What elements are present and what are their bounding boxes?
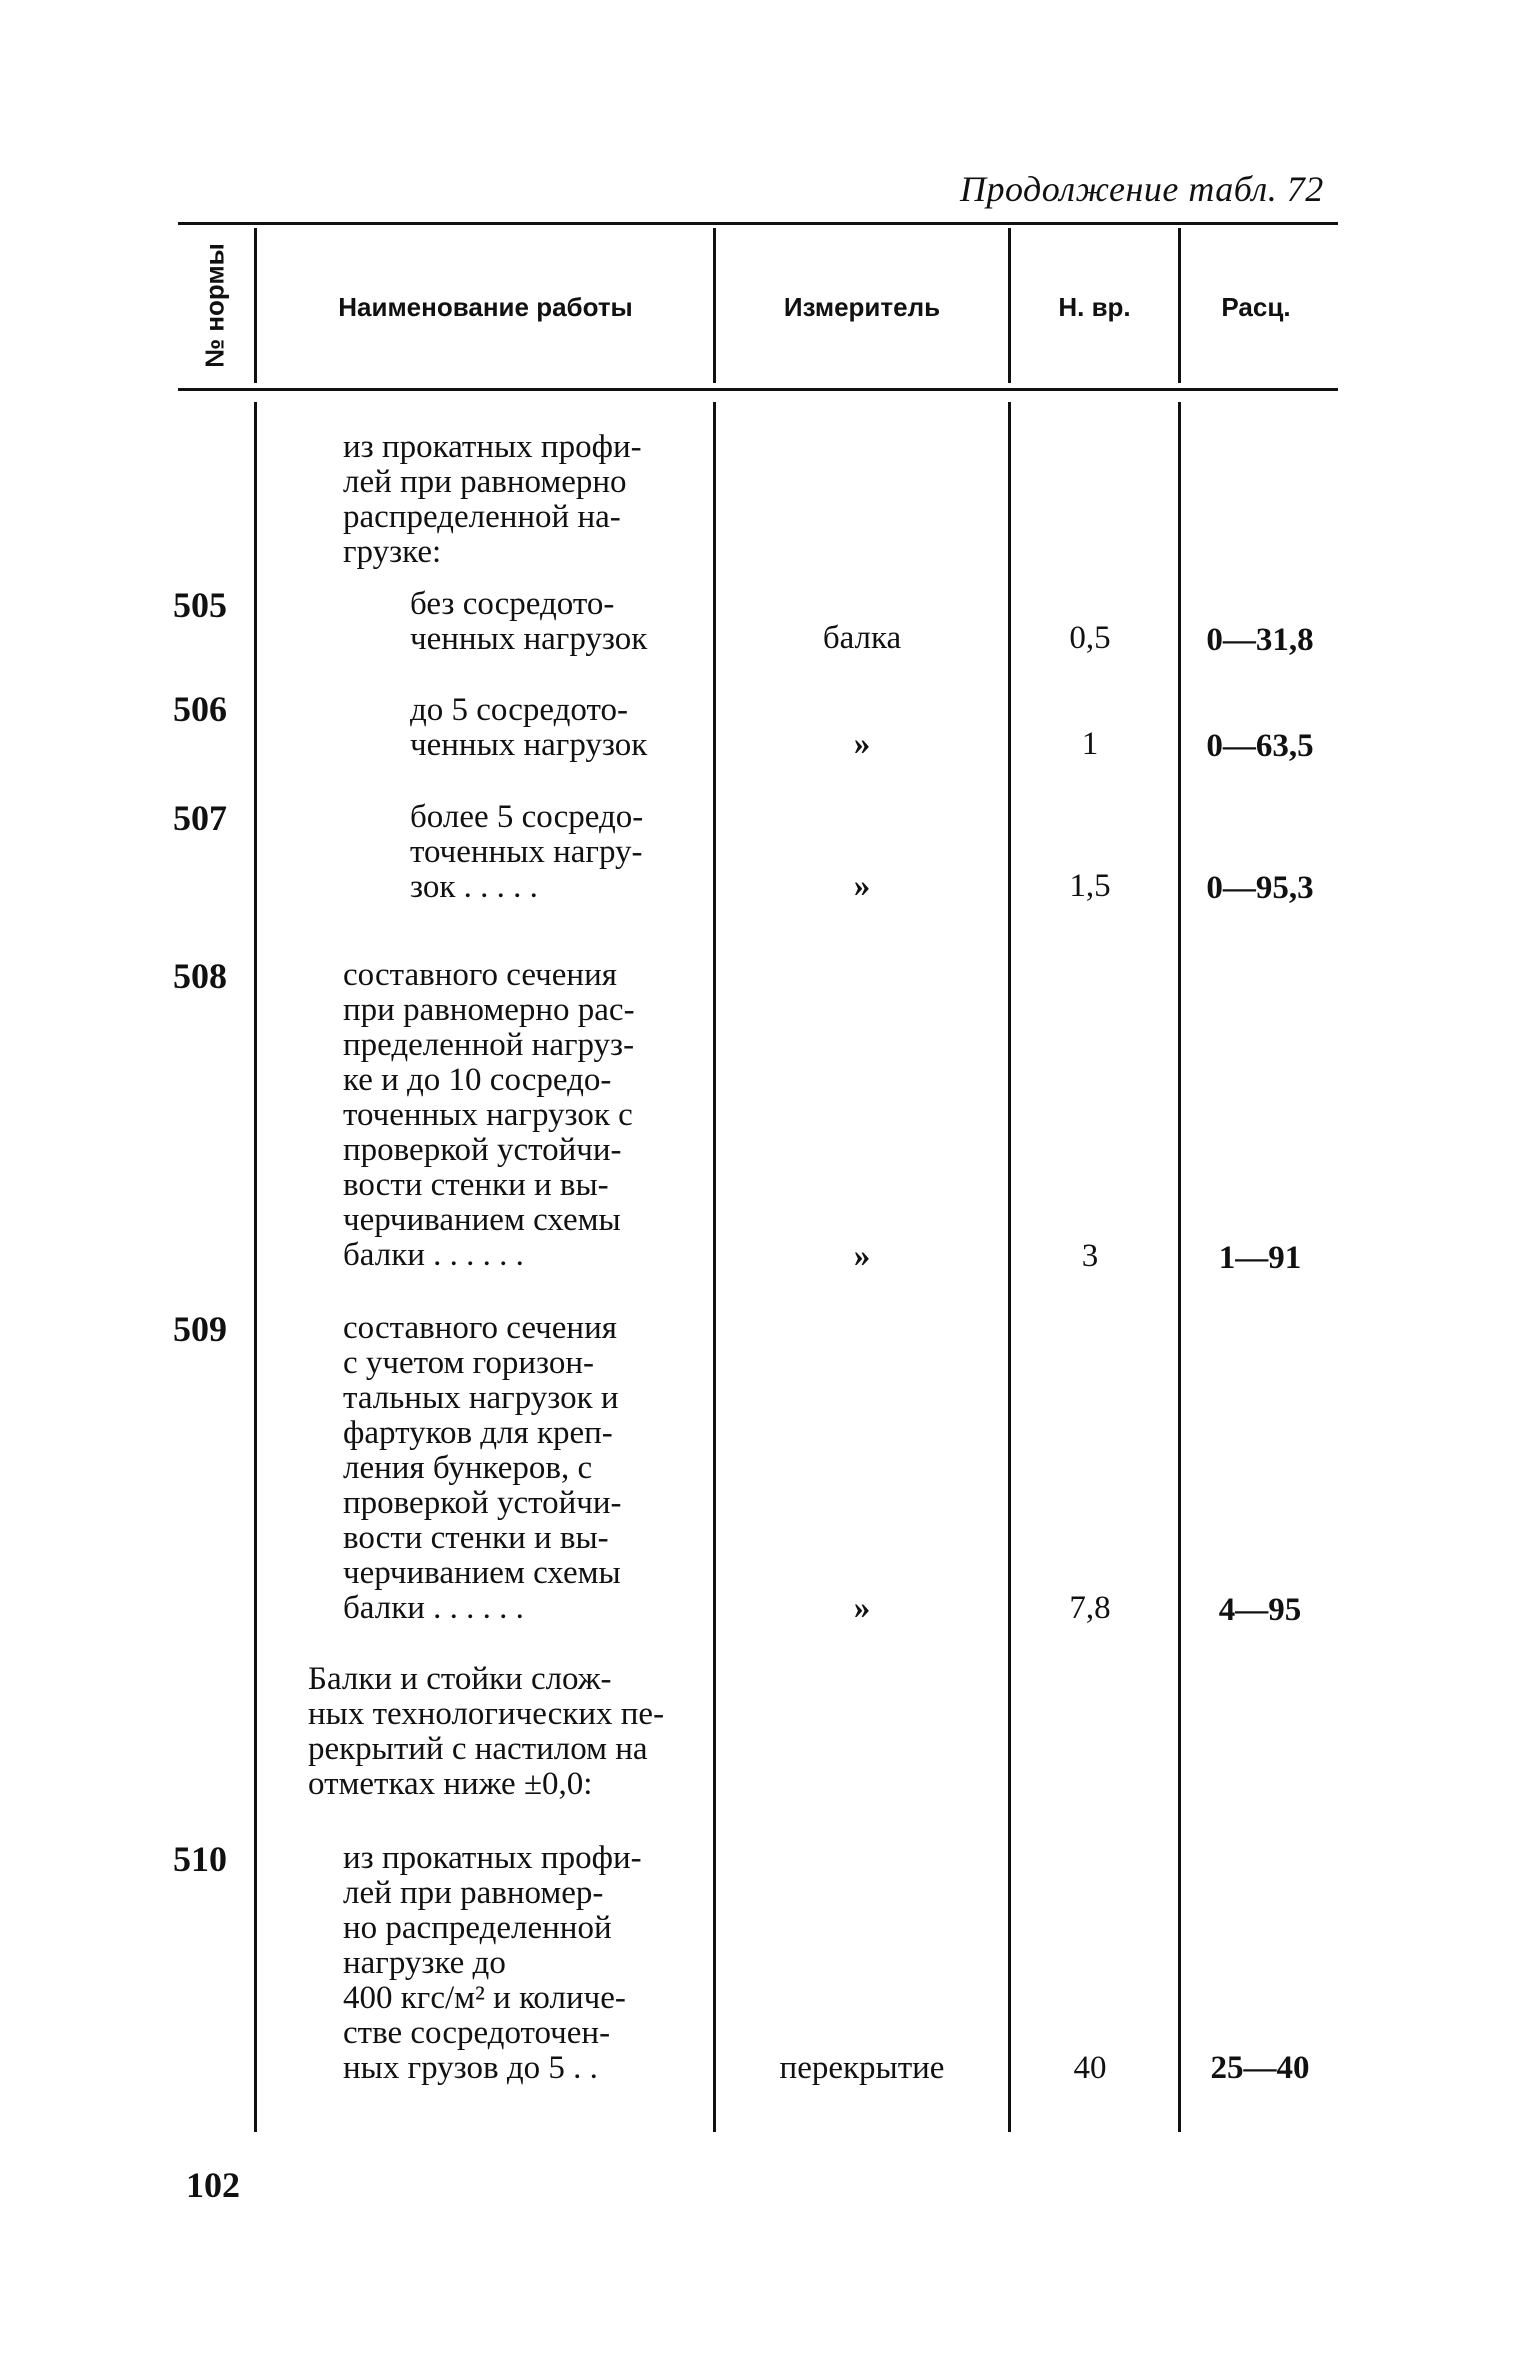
header-col-name: Наименование работы <box>338 292 633 322</box>
work-name: составного сечения с учетом горизон- тальных нагрузок и фартуков для креп- ления бункеров, с проверкой устойчи- вости стенки и вы- черчиванием схемы балки . . . . . . <box>343 1310 622 1626</box>
norm-number: 509 <box>173 1309 227 1349</box>
header-divider-1 <box>254 228 257 383</box>
unit-value: перекрытие <box>779 2050 945 2086</box>
table-continuation-caption: Продолжение табл. 72 <box>960 169 1324 209</box>
work-name: без сосредото- ченных нагрузок <box>410 586 648 657</box>
header-col-unit: Измеритель <box>783 292 941 322</box>
norm-number: 508 <box>173 956 227 996</box>
header-col-rate: Расц. <box>1221 292 1291 322</box>
work-name: более 5 сосредо- точенных нагру- зок . . . . . <box>410 799 644 905</box>
header-bottom-rule <box>178 388 1338 391</box>
norm-number: 506 <box>173 689 227 729</box>
unit-value: » <box>853 868 871 904</box>
rate-value: 25—40 <box>1210 2050 1310 2086</box>
time-value: 1 <box>1081 726 1099 762</box>
rate-value: 0—31,8 <box>1206 622 1314 658</box>
unit-value: балка <box>822 620 902 656</box>
body-divider-1 <box>254 402 257 2132</box>
norm-number: 507 <box>173 798 227 838</box>
time-value: 1,5 <box>1069 868 1111 904</box>
header-top-rule <box>178 222 1338 225</box>
time-value: 3 <box>1081 1238 1099 1274</box>
time-value: 0,5 <box>1069 620 1111 656</box>
header-col-number: № нормы <box>199 243 230 368</box>
norm-number: 505 <box>173 585 227 625</box>
rate-value: 1—91 <box>1218 1240 1302 1276</box>
rate-value: 0—95,3 <box>1206 870 1314 906</box>
page-number: 102 <box>186 2165 240 2205</box>
time-value: 7,8 <box>1069 1590 1111 1626</box>
norm-number: 510 <box>173 1839 227 1879</box>
time-value: 40 <box>1073 2050 1107 2086</box>
work-name: до 5 сосредото- ченных нагрузок <box>410 692 648 763</box>
work-name: составного сечения при равномерно рас- пределенной нагруз- ке и до 10 сосредо- точенных нагрузок с проверкой устойчи- вости стенки и вы- черчиванием схемы балки . . . . . . <box>343 957 635 1273</box>
unit-value: » <box>853 726 871 762</box>
work-name: из прокатных профи- лей при равномер- но распределенной нагрузке до 400 кгс/м² и количе- стве сосредоточен- ных грузов до 5 . . <box>343 1840 642 2086</box>
unit-value: » <box>853 1238 871 1274</box>
section-intro-rolled-profiles: из прокатных профи- лей при равномерно распределенной на- грузке: <box>343 429 642 570</box>
section-intro-complex-floors: Балки и стойки слож- ных технологических пе- рекрытий с настилом на отметках ниже ±0,0: <box>308 1661 665 1802</box>
unit-value: » <box>853 1590 871 1626</box>
rate-value: 0—63,5 <box>1206 728 1314 764</box>
header-col-time: Н. вр. <box>1058 292 1131 322</box>
rate-value: 4—95 <box>1218 1592 1302 1628</box>
